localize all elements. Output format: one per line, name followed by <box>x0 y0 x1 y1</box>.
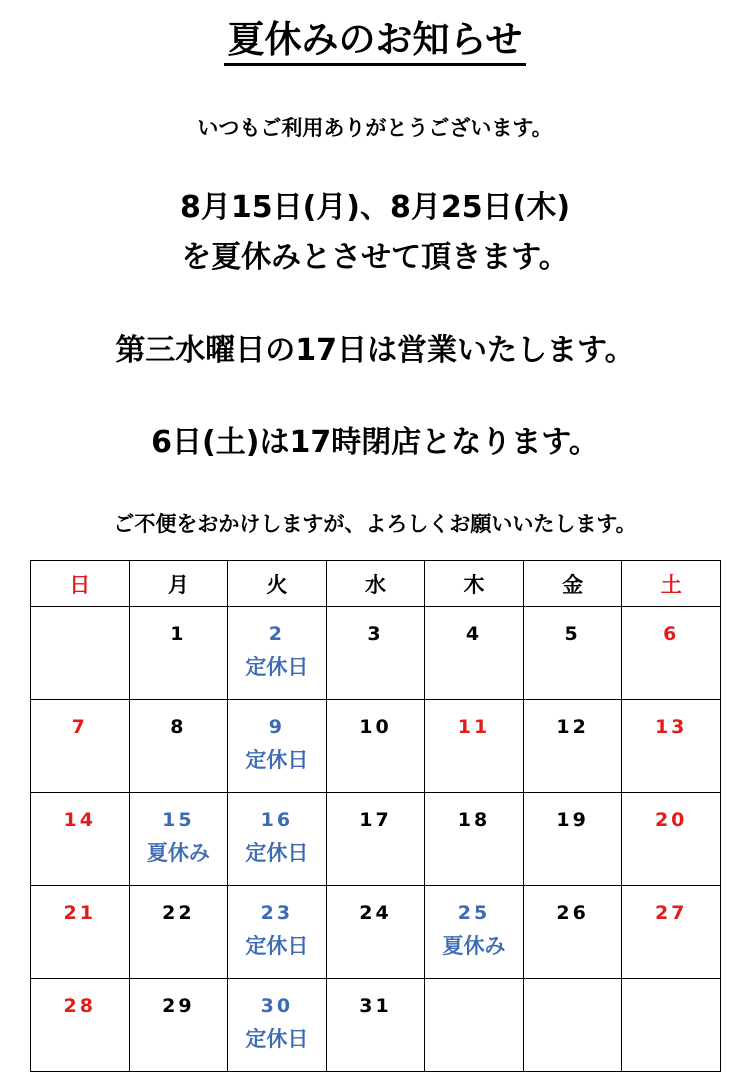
calendar-day-cell <box>523 700 622 793</box>
calendar-day-cell <box>129 793 228 886</box>
day-number: 15 <box>162 809 195 831</box>
calendar-day-cell <box>129 700 228 793</box>
calendar-day-cell <box>31 793 130 886</box>
calendar-day-cell <box>425 979 524 1072</box>
weekday-header: 水 <box>326 561 425 607</box>
day-number: 24 <box>359 902 392 924</box>
day-note: 定休日 <box>245 748 309 772</box>
calendar-day-cell <box>228 793 327 886</box>
calendar-day-cell <box>228 886 327 979</box>
weekday-header: 日 <box>31 561 130 607</box>
calendar-week-row <box>31 700 721 793</box>
weekday-header: 月 <box>129 561 228 607</box>
day-number: 19 <box>556 809 589 831</box>
calendar-day-cell <box>425 793 524 886</box>
day-number: 21 <box>63 902 96 924</box>
day-number <box>31 620 129 648</box>
calendar-day-cell <box>622 979 721 1072</box>
weekday-header: 土 <box>622 561 721 607</box>
day-number: 9 <box>268 716 286 738</box>
day-number: 27 <box>654 902 688 924</box>
title-text: 夏休みのお知らせ <box>224 17 527 66</box>
day-number: 5 <box>564 623 581 645</box>
day-number: 17 <box>359 809 392 831</box>
greeting-text: いつもご利用ありがとうございます。 <box>197 116 553 140</box>
day-note: 定休日 <box>245 1027 309 1051</box>
closed-dates-text: 8月15日(月)、8月25日(木) <box>179 190 571 225</box>
day-number: 31 <box>359 995 392 1017</box>
day-number: 22 <box>162 902 195 924</box>
day-note: 定休日 <box>245 841 309 865</box>
calendar-day-cell <box>31 979 130 1072</box>
calendar-day-cell <box>228 607 327 700</box>
day-number: 26 <box>556 902 589 924</box>
weekday-header: 金 <box>523 561 622 607</box>
calendar-day-cell <box>622 793 721 886</box>
calendar-day-cell <box>31 700 130 793</box>
day-note: 夏休み <box>146 841 210 865</box>
day-number: 12 <box>556 716 589 738</box>
calendar-day-cell <box>326 700 425 793</box>
day-number: 20 <box>654 809 688 831</box>
calendar-week-row <box>31 886 721 979</box>
closed-dates-note: を夏休みとさせて頂きます。 <box>181 240 569 275</box>
calendar-day-cell <box>425 700 524 793</box>
calendar-week-row <box>31 793 721 886</box>
day-number: 30 <box>260 995 294 1017</box>
calendar-day-cell <box>425 607 524 700</box>
day-number: 8 <box>170 716 187 738</box>
day-note: 定休日 <box>245 934 309 958</box>
day-number: 14 <box>63 809 96 831</box>
calendar-day-cell <box>326 607 425 700</box>
day-number: 2 <box>268 623 286 645</box>
calendar-day-cell <box>129 886 228 979</box>
calendar-day-cell <box>326 886 425 979</box>
weekday-header: 火 <box>228 561 327 607</box>
calendar-day-cell <box>523 886 622 979</box>
calendar-day-cell <box>622 607 721 700</box>
day-number: 13 <box>654 716 688 738</box>
weekday-header: 木 <box>425 561 524 607</box>
wednesday-open-notice: 第三水曜日の17日は営業いたします。 <box>115 333 635 368</box>
calendar-day-cell <box>523 607 622 700</box>
calendar-day-cell <box>129 979 228 1072</box>
calendar-week-row <box>31 607 721 700</box>
day-number: 10 <box>359 716 392 738</box>
day-note: 定休日 <box>245 655 309 679</box>
day-note: 夏休み <box>442 934 506 958</box>
day-number: 11 <box>457 716 491 738</box>
calendar-day-cell <box>523 793 622 886</box>
calendar-day-cell <box>622 700 721 793</box>
day-number: 16 <box>260 809 294 831</box>
weekday-header-row <box>31 561 721 607</box>
calendar-day-cell <box>425 886 524 979</box>
day-number <box>622 992 720 1020</box>
day-number: 29 <box>162 995 195 1017</box>
day-number: 18 <box>457 809 491 831</box>
day-number: 25 <box>457 902 491 924</box>
calendar-day-cell <box>228 979 327 1072</box>
page-title <box>0 14 750 66</box>
calendar-day-cell <box>31 886 130 979</box>
calendar-day-cell <box>326 979 425 1072</box>
calendar-day-cell <box>31 607 130 700</box>
calendar-day-cell <box>622 886 721 979</box>
calendar-day-cell <box>129 607 228 700</box>
saturday-early-close-notice: 6日(土)は17時閉店となります。 <box>151 425 599 460</box>
day-number <box>425 992 523 1020</box>
day-number: 6 <box>663 623 680 645</box>
day-number: 4 <box>465 623 483 645</box>
day-number: 3 <box>367 623 384 645</box>
day-number: 7 <box>71 716 88 738</box>
day-number <box>524 992 622 1020</box>
calendar-week-row <box>31 979 721 1072</box>
day-number: 1 <box>170 623 187 645</box>
calendar-day-cell <box>523 979 622 1072</box>
calendar <box>30 560 721 1072</box>
calendar-day-cell <box>228 700 327 793</box>
calendar-day-cell <box>326 793 425 886</box>
day-number: 23 <box>260 902 294 924</box>
apology-text: ご不便をおかけしますが、よろしくお願いいたします。 <box>113 512 637 536</box>
day-number: 28 <box>63 995 96 1017</box>
